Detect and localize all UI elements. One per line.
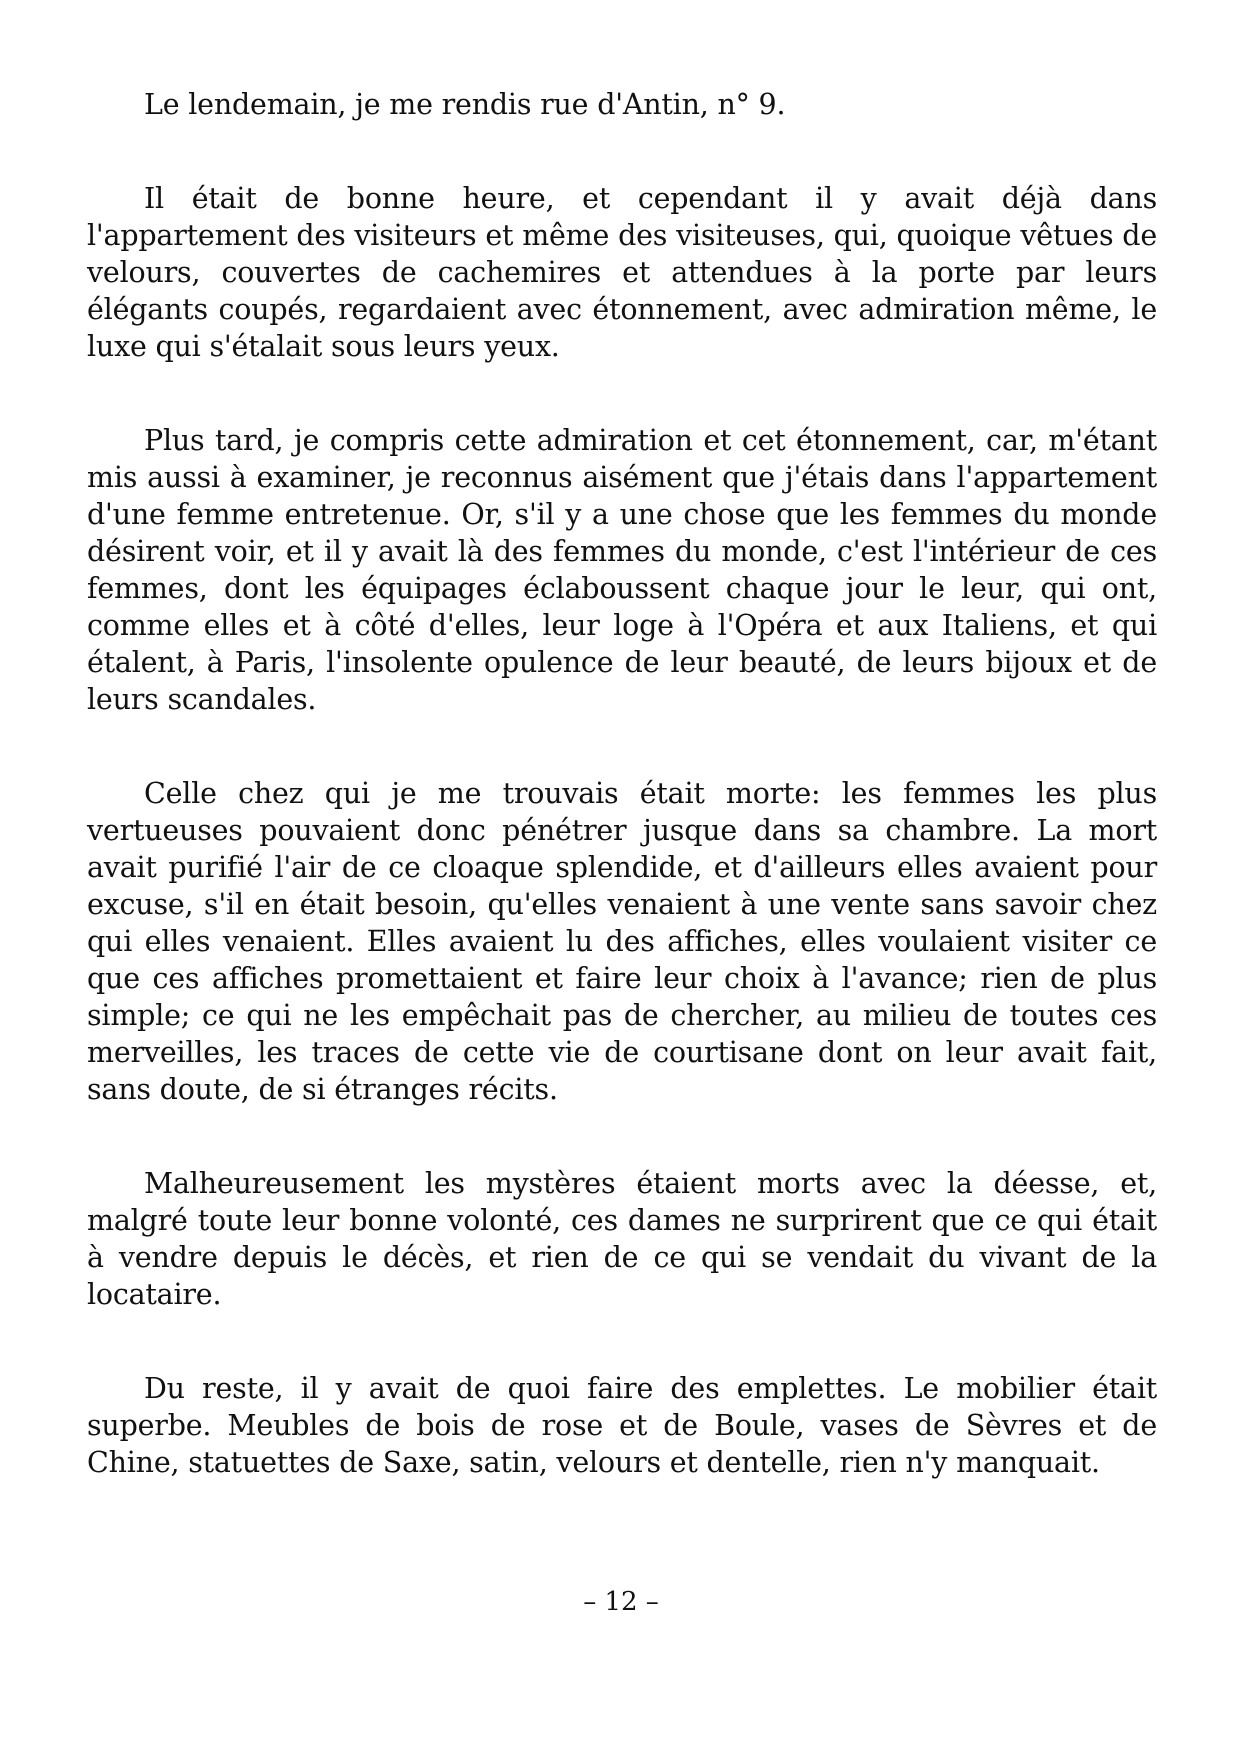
paragraph: Le lendemain, je me rendis rue d'Antin, n° 9. (144, 88, 786, 121)
paragraph: Plus tard, je compris cette admiration et cet étonnement, car, m'étant mis aussi à examiner, je reconnus aisément que j'étais dans l'appartement d'une femme entretenue. Or, s'il y a une chose que les femmes du monde désirent voir, et il y avait là des femmes du monde, c'est l'intérieur de ces femmes, dont les équipages éclaboussent chaque jour le leur, qui ont, comme elles et à côté d'elles, leur loge à l'Opéra et aux Italiens, et qui étalent, à Paris, l'insolente opulence de leur beauté, de leurs bijoux et de leurs scandales. (87, 424, 1157, 716)
paragraph: Il était de bonne heure, et cependant il y avait déjà dans l'appartement des visiteurs et même des visiteuses, qui, quoique vêtues de velours, couvertes de cachemires et attendues à la porte par leurs élégants coupés, regardaient avec étonnement, avec admiration même, le luxe qui s'étalait sous leurs yeux. (87, 182, 1157, 363)
body-text (87, 86, 1157, 1481)
paragraph: Du reste, il y avait de quoi faire des emplettes. Le mobilier était superbe. Meubles de bois de rose et de Boule, vases de Sèvres et de Chine, statuettes de Saxe, satin, velours et dentelle, rien n'y manquait. (87, 1372, 1157, 1479)
paragraph: Malheureusement les mystères étaient morts avec la déesse, et, malgré toute leur bonne volonté, ces dames ne surprirent que ce qui était à vendre depuis le décès, et rien de ce qui se vendait du vivant de la locataire. (87, 1167, 1157, 1311)
page-number: – 12 – (583, 1587, 659, 1617)
paragraph: Celle chez qui je me trouvais était morte: les femmes les plus vertueuses pouvaient donc pénétrer jusque dans sa chambre. La mort avait purifié l'air de ce cloaque splendide, et d'ailleurs elles avaient pour excuse, s'il en était besoin, qu'elles venaient à une vente sans savoir chez qui elles venaient. Elles avaient lu des affiches, elles voulaient visiter ce que ces affiches promettaient et faire leur choix à l'avance; rien de plus simple; ce qui ne les empêchait pas de chercher, au milieu de toutes ces merveilles, les traces de cette vie de courtisane dont on leur avait fait, sans doute, de si étranges récits. (87, 777, 1157, 1106)
